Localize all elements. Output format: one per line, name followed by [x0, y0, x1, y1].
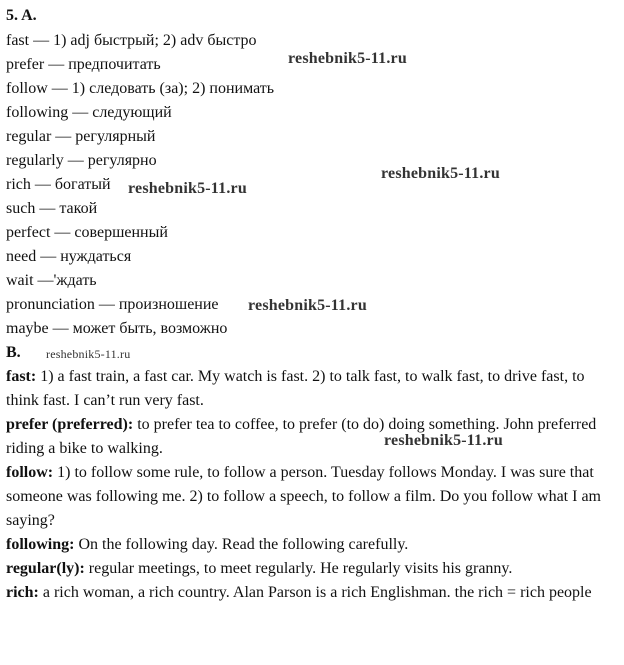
example-text: 1) to follow some rule, to follow a person. Tuesday follows Monday. I was sure that someone was following me. 2) to follow a speech, to follow a film. Do you follow what I am saying?	[6, 464, 601, 529]
example-paragraph	[6, 581, 616, 605]
vocab-line: following — следующий	[6, 104, 172, 121]
example-paragraph	[6, 365, 616, 413]
vocab-line: regular — регулярный	[6, 128, 156, 145]
example-text: regular meetings, to meet regularly. He regularly visits his granny.	[84, 560, 513, 577]
watermark: reshebnik5-11.ru	[384, 432, 503, 449]
example-paragraph	[6, 533, 616, 557]
watermark: reshebnik5-11.ru	[46, 347, 131, 361]
watermark: reshebnik5-11.ru	[128, 180, 247, 197]
example-text: a rich woman, a rich country. Alan Parson is a rich Englishman. the rich = rich people	[38, 584, 592, 601]
section-b-heading: B.	[6, 344, 21, 361]
watermark: reshebnik5-11.ru	[288, 50, 407, 67]
example-paragraph	[6, 557, 616, 581]
section-a-heading: 5. A.	[6, 7, 37, 24]
vocab-line: wait —'ждать	[6, 272, 97, 289]
vocab-line: follow — 1) следовать (за); 2) понимать	[6, 80, 275, 97]
vocab-line: rich — богатый	[6, 176, 111, 193]
vocab-line: need — нуждаться	[6, 248, 132, 265]
example-term: rich:	[6, 584, 39, 601]
example-term: fast:	[6, 368, 37, 385]
example-term: following:	[6, 536, 75, 553]
watermark: reshebnik5-11.ru	[381, 165, 500, 182]
vocab-line: maybe — может быть, возможно	[6, 320, 228, 337]
example-text: to prefer tea to coffee, to prefer (to do) doing something. John preferred riding a bike to walking.	[6, 416, 597, 457]
watermark: reshebnik5-11.ru	[248, 297, 367, 314]
vocab-line: such — такой	[6, 200, 98, 217]
vocab-line: fast — 1) adj быстрый; 2) adv быстро	[6, 32, 257, 49]
example-text: On the following day. Read the following carefully.	[74, 536, 409, 553]
example-paragraph	[6, 461, 616, 533]
vocab-line: perfect — совершенный	[6, 224, 168, 241]
example-term: follow:	[6, 464, 54, 481]
vocab-line: regularly — регулярно	[6, 152, 157, 169]
example-text: 1) a fast train, a fast car. My watch is fast. 2) to talk fast, to walk fast, to drive fast, to think fast. I can’t run very fast.	[6, 368, 585, 409]
example-paragraph	[6, 413, 616, 461]
example-term: prefer (preferred):	[6, 416, 134, 433]
example-term: regular(ly):	[6, 560, 85, 577]
vocab-line: pronunciation — произношение	[6, 296, 219, 313]
vocab-line: prefer — предпочитать	[6, 56, 161, 73]
